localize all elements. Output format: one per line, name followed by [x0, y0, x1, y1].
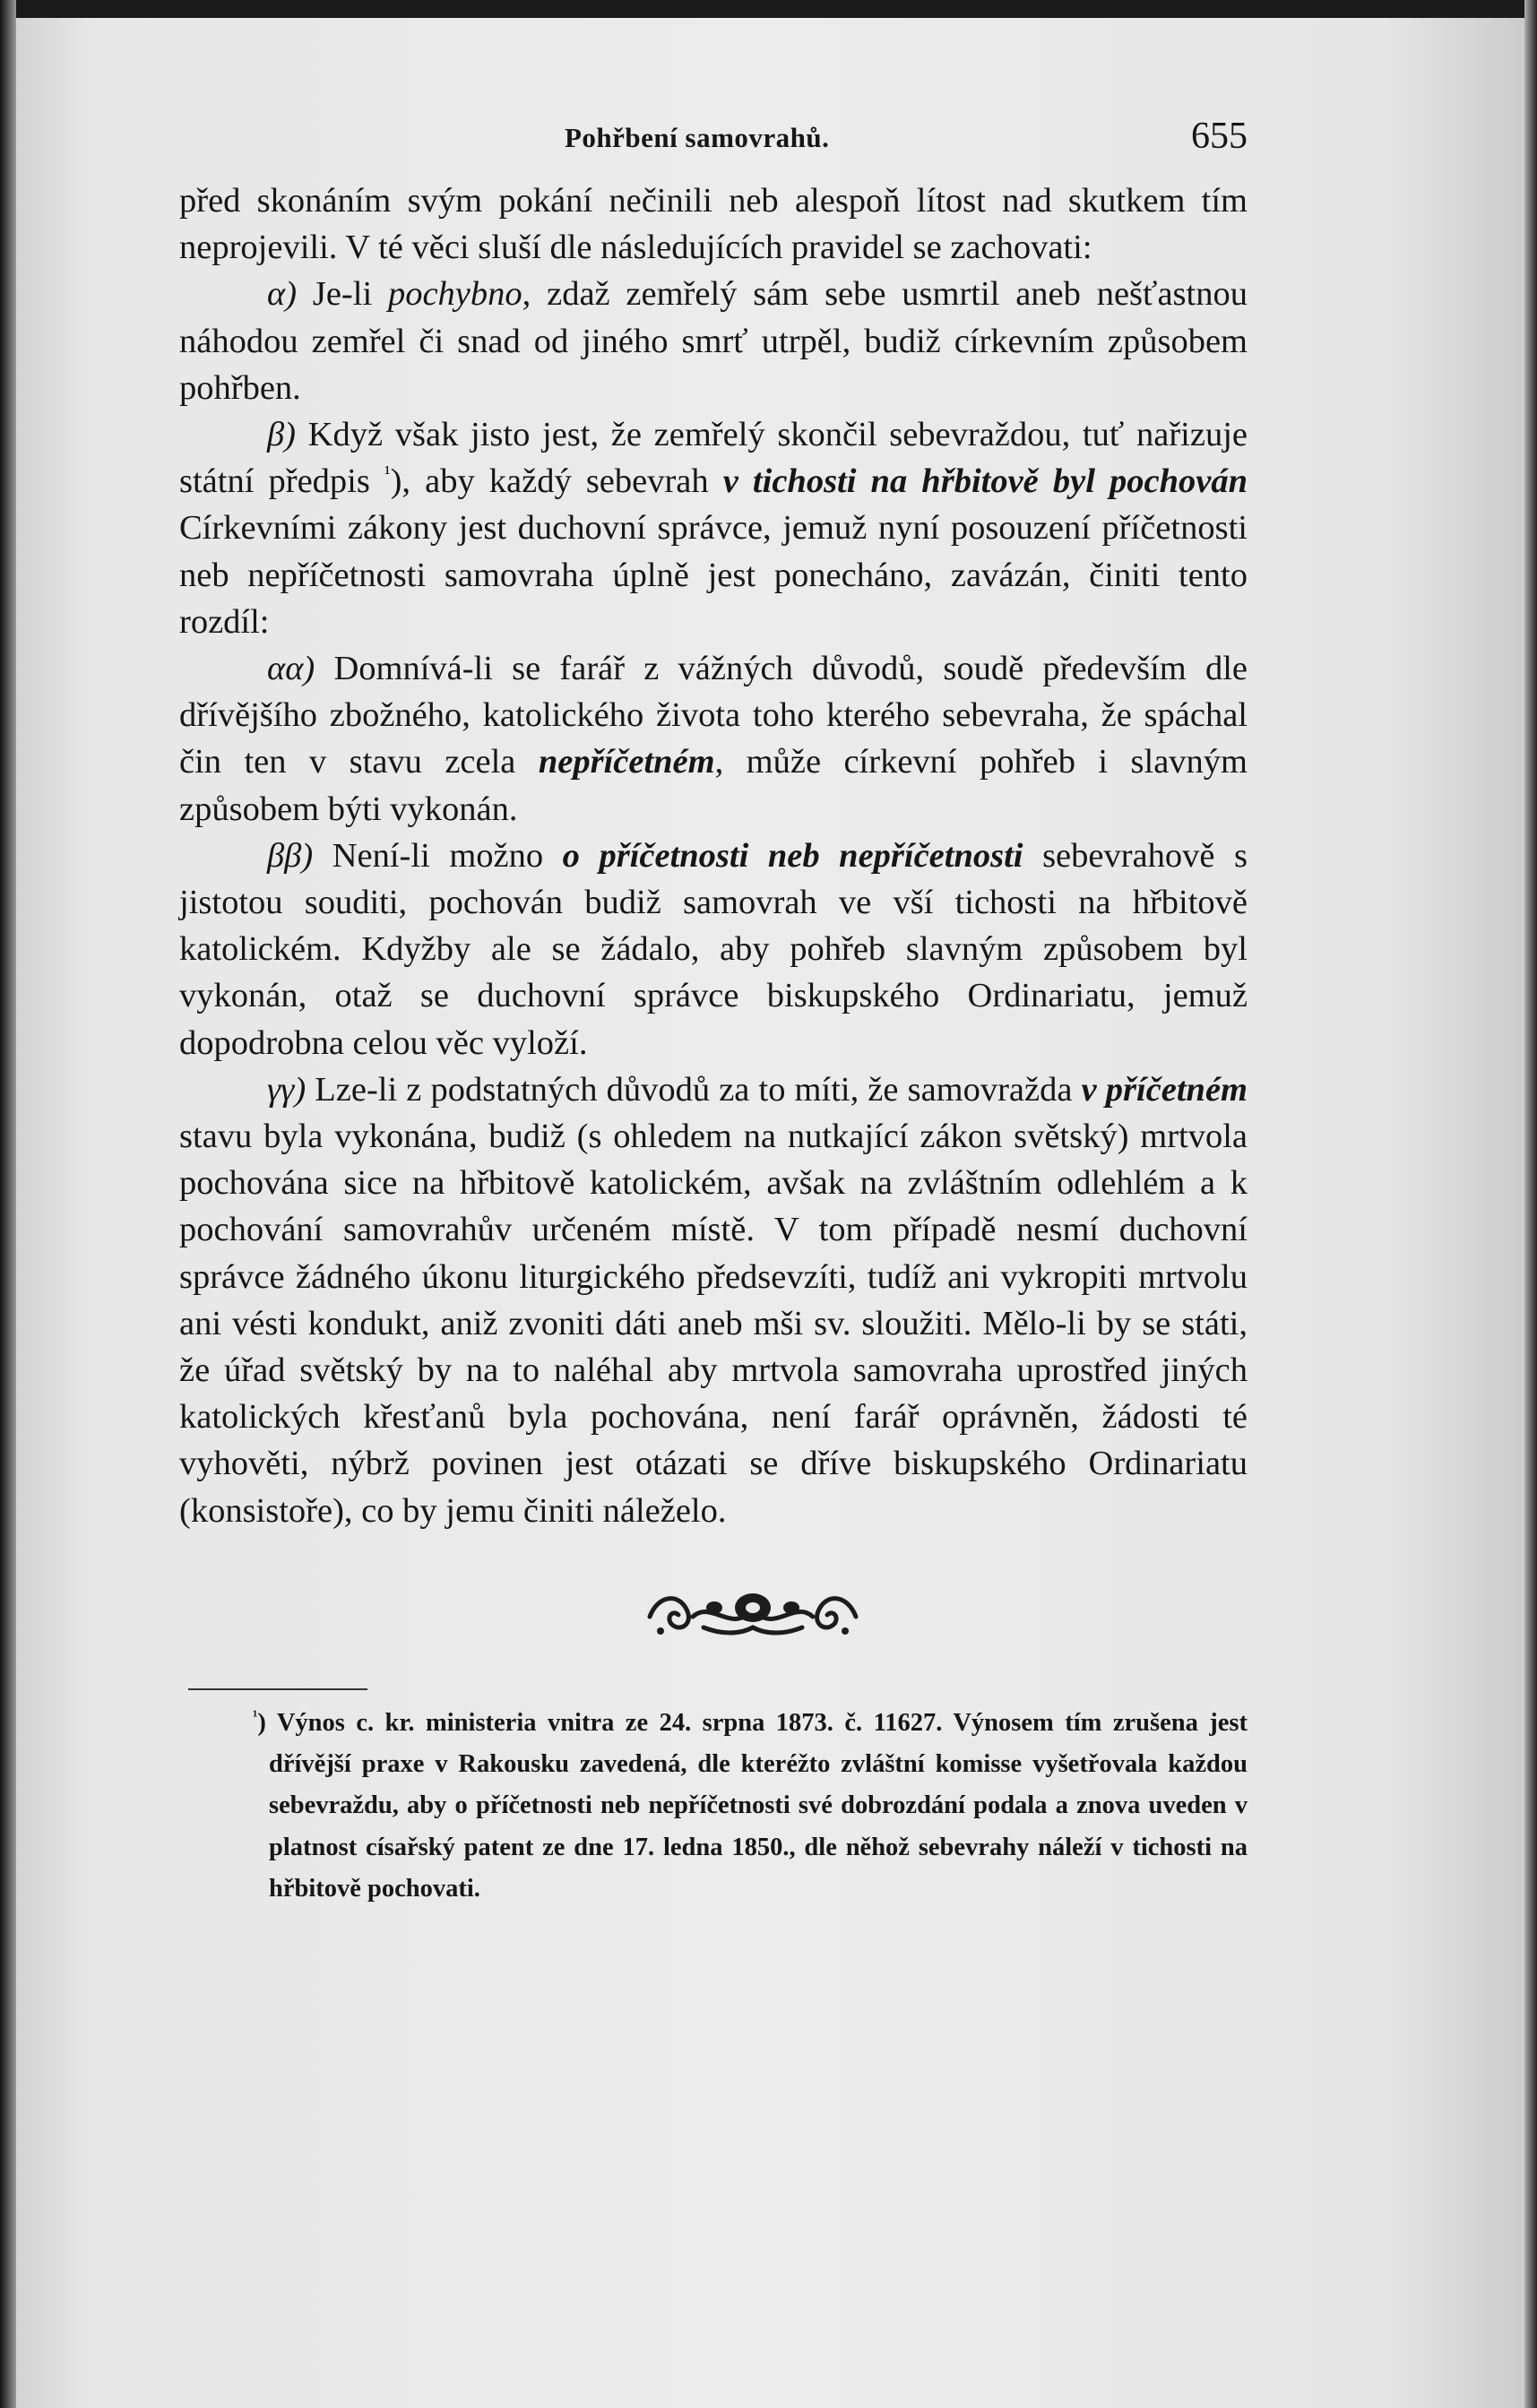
paragraph-beta [179, 411, 1248, 645]
footnote-rule [188, 1688, 367, 1690]
paragraph-beta-beta [179, 833, 1248, 1066]
paragraph-alpha-alpha [179, 645, 1248, 833]
emphasis: v tichosti na hřbitově byl pochován [722, 462, 1248, 501]
paragraph-text: Není-li možno [313, 836, 563, 875]
body-text [179, 177, 1248, 1534]
paragraph-label: ββ) [267, 836, 314, 875]
running-head [179, 115, 1248, 177]
footnote-text: ) Výnos c. kr. ministeria vnitra ze 24. srpna 1873. č. 11627. Výnosem tím zrušena jest dřívější praxe v Rakousku zavedená, dle kteréžto zvláštní komisse vyšetřovala každou sebevraždu, aby o příčetnosti neb nepříčetnosti své dobrozdání podala a znova uveden v platnost císařský patent ze dne 17. ledna 1850., dle něhož sebevrahy náleží v tichosti na hřbitově pochovati. [257, 1708, 1248, 1903]
paragraph-label: αα) [267, 650, 315, 688]
paragraph-alpha [179, 271, 1248, 411]
paragraph-text: sebevrahově s jistotou souditi, pochován budiž samovrah ve vší tichosti na hřbitově katolickém. Kdyžby ale se žádalo, aby pohřeb slavným způsobem byl vykonán, otaž se duchovní správce biskupského Ordinariatu, jemuž dopodrobna celou věc vyloží. [179, 836, 1248, 1062]
scan-edge-top [0, 0, 1537, 18]
scan-edge-right [1524, 0, 1537, 2408]
paragraph-text: Když však jisto jest, že zemřelý skončil sebevraždou, tuť nařizuje státní předpis [179, 416, 1248, 501]
paragraph-label: β) [267, 416, 296, 454]
paragraph-text: Domnívá-li se farář z vážných důvodů, soudě především dle dřívějšího zbožného, katolického života toho kterého sebevraha, že spáchal čin ten v stavu zcela [179, 650, 1248, 781]
footnote [253, 1703, 1248, 1910]
paragraph-text: ), aby každý sebevrah [390, 462, 723, 501]
paragraph-text: , může církevní pohřeb i slavným způsobem býti vykonán. [179, 743, 1248, 828]
emphasis: pochybno [387, 275, 522, 314]
scan-edge-left [0, 0, 16, 2408]
footnote-reference[interactable]: ¹ [384, 462, 391, 485]
paragraph: před skonáním svým pokání nečinili neb alespoň lítost nad skutkem tím neprojevili. V té věci sluší dle následujících pravidel se zachovati: [179, 182, 1248, 267]
text-block [179, 115, 1248, 1910]
paragraph-gamma-gamma [179, 1066, 1248, 1534]
emphasis: nepříčetném [538, 743, 715, 781]
paragraph-label: α) [267, 275, 298, 314]
paragraph-text: Lze-li z podstatných důvodů za to míti, že samovražda [306, 1070, 1082, 1109]
tailpiece-ornament [641, 1581, 865, 1645]
paragraph-text: , zdaž zemřelý sám sebe usmrtil aneb nešťastnou náhodou zemřel či snad od jiného smrť utrpěl, budiž církevním způsobem pohřben. [179, 275, 1248, 407]
running-title: Pohřbení samovrahů. [565, 122, 830, 153]
paragraph-text: Církevními zákony jest duchovní správce, jemuž nyní posouzení příčetnosti neb nepříčetnosti samovraha úplně jest ponecháno, zavázán, činiti tento rozdíl: [179, 509, 1248, 641]
paragraph-label: γγ) [267, 1070, 307, 1109]
paragraph-text: Je-li [297, 275, 388, 314]
emphasis: o příčetnosti neb nepříčetnosti [562, 836, 1023, 875]
footnote-mark: ¹ [253, 1706, 258, 1725]
page-number: 655 [1191, 116, 1248, 157]
paragraph-text: stavu byla vykonána, budiž (s ohledem na nutkající zákon světský) mrtvola pochována sice na hřbitově katolickém, avšak na zvláštním odlehlém a k pochování samovrahův určeném místě. V tom případě nesmí duchovní správce žádného úkonu liturgického předsevzíti, tudíž ani vykropiti mrtvolu ani vésti kondukt, aniž zvoniti dáti aneb mši sv. sloužiti. Mělo-li by se státi, že úřad světský by na to naléhal aby mrtvola samovraha uprostřed jiných katolických křesťanů byla pochována, není farář oprávněn, žádosti té vyhověti, nýbrž povinen jest otázati se dříve biskupského Ordinariatu (konsistoře), co by jemu činiti náleželo. [179, 1118, 1248, 1530]
emphasis: v příčetném [1081, 1070, 1248, 1109]
